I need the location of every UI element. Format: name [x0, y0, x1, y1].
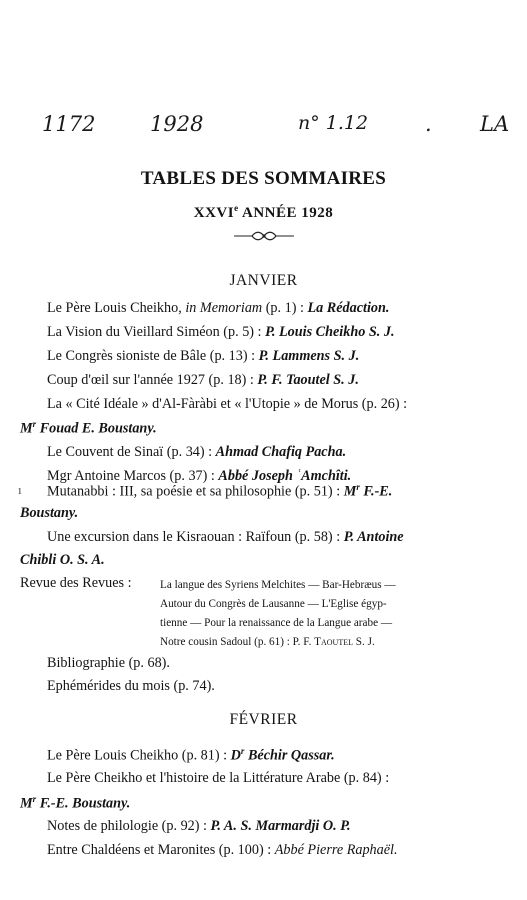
- handwritten-dot: .: [425, 112, 432, 136]
- handwritten-initials: LA: [480, 112, 510, 136]
- list-item: La Vision du Vieillard Siméon (p. 5) : P. Louis Cheikho S. J.: [47, 324, 395, 340]
- list-item-continuation: Boustany.: [20, 505, 79, 521]
- section-heading-janvier: JANVIER: [229, 272, 298, 289]
- list-item: Coup d'œil sur l'année 1927 (p. 18) : P. F. Taoutel S. J.: [47, 372, 359, 388]
- list-item: Le Père Louis Cheikho (p. 81) : $D^r$ Béchir Qassar.: [47, 746, 335, 764]
- ornament-divider: [232, 230, 296, 242]
- list-item: Une excursion dans le Kisraouan : Raïfoun (p. 58) : P. Antoine: [47, 529, 404, 545]
- handwritten-catalog-number: 1172: [42, 112, 96, 136]
- list-item-continuation: Chibli O. S. A.: [20, 552, 105, 568]
- handwritten-year: 1928: [150, 112, 204, 136]
- reviews-label: Revue des Revues :: [20, 575, 132, 591]
- reviews-line: La langue des Syriens Melchites — Bar-Hebræus —: [160, 579, 396, 591]
- section-heading-fevrier: FÉVRIER: [229, 711, 298, 728]
- reviews-line: Notre cousin Sadoul (p. 61) : P. F. Taoutel S. J.: [160, 636, 375, 648]
- list-item: Mutanabbi : III, sa poésie et sa philosophie (p. 51) : $M^r$ F.-E.: [47, 482, 393, 500]
- list-item-continuation: $M^r$ F.-E. Boustany.: [20, 794, 131, 812]
- list-item: Ephémérides du mois (p. 74).: [47, 678, 215, 694]
- list-item: Entre Chaldéens et Maronites (p. 100) : Abbé Pierre Raphaël.: [47, 842, 398, 858]
- list-item: Mgr Antoine Marcos (p. 37) : Abbé Joseph ʿAmchîti.: [47, 468, 352, 484]
- list-item-continuation: $M^r$ Fouad E. Boustany.: [20, 419, 157, 437]
- list-item: Notes de philologie (p. 92) : P. A. S. Marmardji O. P.: [47, 818, 351, 834]
- list-item: Bibliographie (p. 68).: [47, 655, 170, 671]
- list-item: Le Père Cheikho et l'histoire de la Littérature Arabe (p. 84) :: [47, 770, 390, 786]
- list-item: Le Père Louis Cheikho, in Memoriam (p. 1) : La Rédaction.: [47, 300, 390, 316]
- volume-subtitle: XXVIe ANNÉE 1928: [193, 203, 334, 221]
- list-item: Le Congrès sioniste de Bâle (p. 13) : P. Lammens S. J.: [47, 348, 360, 364]
- reviews-line: tienne — Pour la renaissance de la Langue arabe —: [160, 617, 393, 629]
- margin-mark: ı: [18, 482, 22, 497]
- list-item: Le Couvent de Sinaï (p. 34) : Ahmad Chafiq Pacha.: [47, 444, 347, 460]
- list-item: La « Cité Idéale » d'Al-Fàràbi et « l'Utopie » de Morus (p. 26) :: [47, 396, 408, 412]
- handwritten-issue-numbers: n° 1.12: [298, 112, 369, 134]
- reviews-line: Autour du Congrès de Lausanne — L'Eglise égyp-: [160, 598, 387, 610]
- page-title: TABLES DES SOMMAIRES: [140, 168, 387, 189]
